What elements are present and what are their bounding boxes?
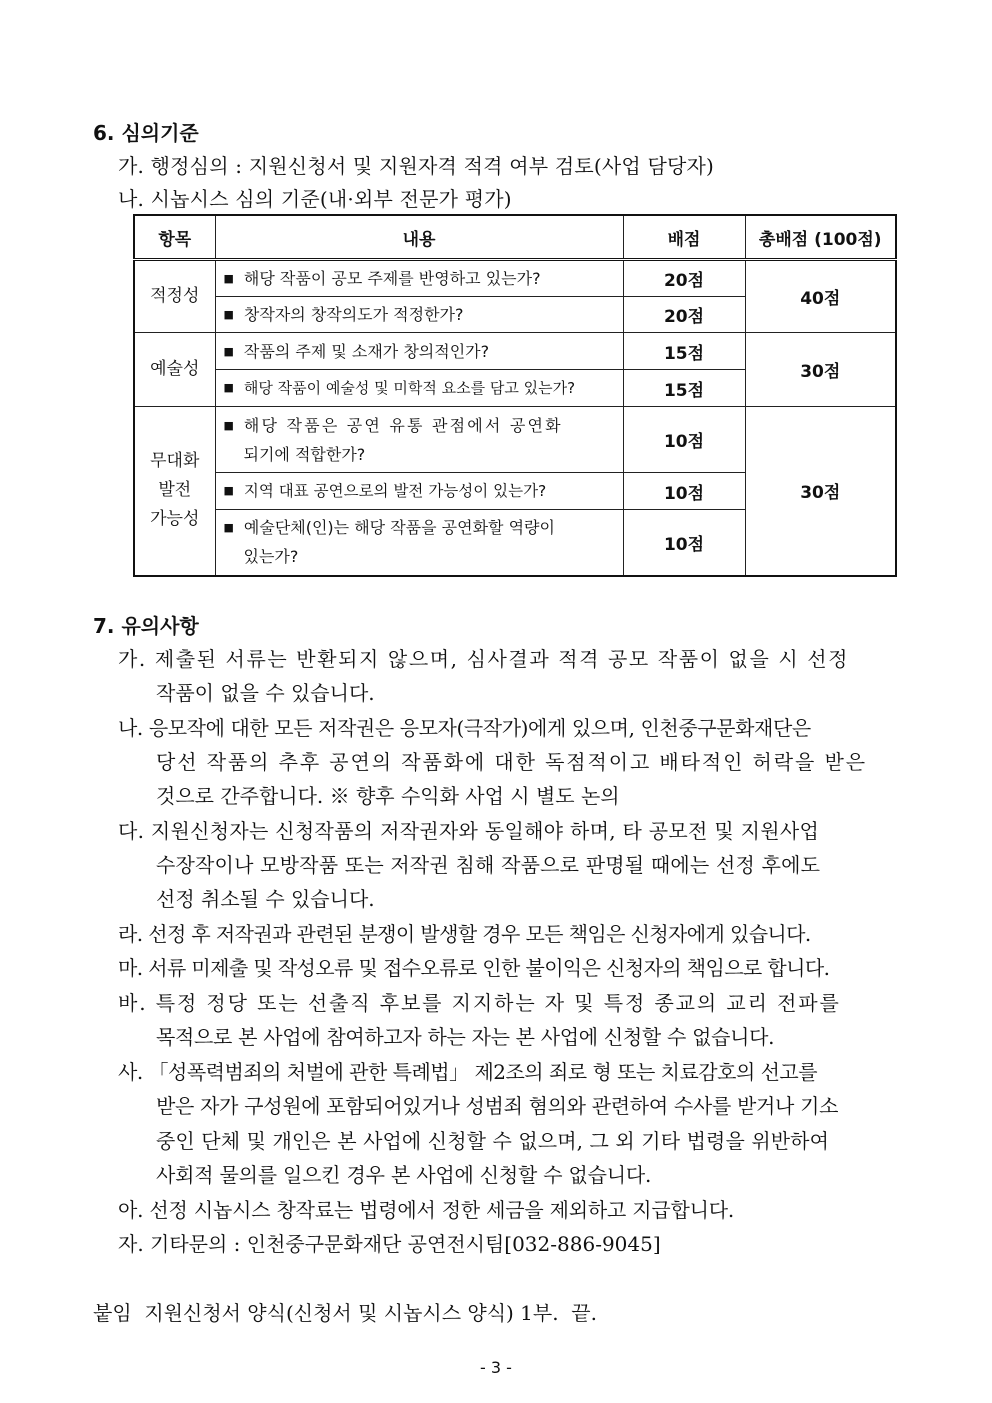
bullet-icon: ■ xyxy=(223,344,234,358)
note-line xyxy=(156,1159,651,1188)
category-cell xyxy=(134,407,215,576)
note-line: 선정 취소될 수 있습니다. xyxy=(156,887,375,911)
category-cell: 적정성 xyxy=(134,260,215,333)
note-line xyxy=(156,1021,774,1050)
score-cell: 20점 xyxy=(623,297,745,333)
content-text: 지역 대표 공연으로의 발전 가능성이 있는가? xyxy=(243,482,547,500)
table-row xyxy=(134,407,896,473)
content-cell xyxy=(215,297,623,333)
category-line: 무대화 xyxy=(150,451,200,472)
content-text-continued: 있는가? xyxy=(243,547,299,567)
note-line xyxy=(156,746,867,775)
note-text: 라. 선정 후 저작권과 관련된 분쟁이 발생할 경우 모든 책임은 신청자에게 있습니다. xyxy=(118,922,811,946)
note-line xyxy=(118,987,841,1016)
note-text: 수장작이나 모방작품 또는 저작권 침해 작품으로 판명될 때에는 선정 후에도 xyxy=(156,853,821,877)
note-line: 자. 기타문의 : 인천중구문화재단 공연전시팀[032-886-9045] xyxy=(118,1232,661,1256)
category-line: 발전 xyxy=(158,480,192,501)
content-cell xyxy=(215,333,623,370)
score-cell: 20점 xyxy=(623,260,745,297)
note-line xyxy=(156,1090,838,1119)
content-text: 해당 작품이 공모 주제를 반영하고 있는가? xyxy=(243,269,541,288)
bullet-icon: ■ xyxy=(223,381,234,394)
table-row xyxy=(134,260,896,297)
content-cell xyxy=(215,260,623,297)
page-number: - 3 - xyxy=(480,1358,512,1377)
note-line xyxy=(118,1056,817,1085)
total-cell: 30점 xyxy=(745,333,896,407)
table-row xyxy=(134,333,896,370)
note-text: 중인 단체 및 개인은 본 사업에 신청할 수 없으며, 그 외 기타 법령을 위반하여 xyxy=(156,1129,830,1153)
content-cell xyxy=(215,370,623,407)
note-text: 바. 특정 정당 또는 선출직 후보를 지지하는 자 및 특정 종교의 교리 전파를 xyxy=(118,991,841,1015)
content-text: 해당 작품이 예술성 및 미학적 요소를 담고 있는가? xyxy=(243,379,576,397)
total-cell: 30점 xyxy=(745,407,896,576)
header-score: 배점 xyxy=(623,215,745,260)
criteria-table xyxy=(133,214,897,577)
score-cell: 10점 xyxy=(623,510,745,576)
category-cell: 예술성 xyxy=(134,333,215,407)
note-line xyxy=(156,849,820,878)
header-category: 항목 xyxy=(134,215,215,260)
total-cell: 40점 xyxy=(745,260,896,333)
note-text: 마. 서류 미제출 및 작성오류 및 접수오류로 인한 불이익은 신청자의 책임으로 합니다. xyxy=(118,956,830,980)
note-line xyxy=(118,1194,734,1223)
bullet-icon: ■ xyxy=(223,418,234,432)
note-line xyxy=(118,815,819,844)
note-line: 작품이 없을 수 있습니다. xyxy=(156,681,375,705)
note-text: 사회적 물의를 일으킨 경우 본 사업에 신청할 수 없습니다. xyxy=(156,1163,652,1187)
note-text: 당선 작품의 추후 공연의 작품화에 대한 독점적이고 배타적인 허락을 받은 xyxy=(156,750,867,774)
note-text: 아. 선정 시놉시스 창작료는 법령에서 정한 세금을 제외하고 지급합니다. xyxy=(118,1198,735,1222)
note-text: 다. 지원신청자는 신청작품의 저작권자와 동일해야 하며, 타 공모전 및 지원사업 xyxy=(118,819,820,843)
note-text: 목적으로 본 사업에 참여하고자 하는 자는 본 사업에 신청할 수 없습니다. xyxy=(156,1025,775,1049)
content-cell xyxy=(215,407,623,473)
bullet-icon: ■ xyxy=(223,484,234,497)
header-content: 내용 xyxy=(215,215,623,260)
note-line xyxy=(118,712,811,741)
section-6-item-a: 가. 행정심의 : 지원신청서 및 지원자격 적격 여부 검토(사업 담당자) xyxy=(118,154,715,178)
bullet-icon: ■ xyxy=(223,272,234,285)
note-line xyxy=(118,952,829,981)
content-cell xyxy=(215,510,623,576)
section-6-title: 6. 심의기준 xyxy=(93,121,199,145)
score-cell: 10점 xyxy=(623,407,745,473)
header-total: 총배점 (100점) xyxy=(745,215,896,260)
attachment-line: 붙임 지원신청서 양식(신청서 및 시놉시스 양식) 1부. 끝. xyxy=(93,1301,597,1325)
section-7-title: 7. 유의사항 xyxy=(93,614,199,638)
content-text: 작품의 주제 및 소재가 창의적인가? xyxy=(243,341,490,361)
score-cell: 10점 xyxy=(623,473,745,510)
note-line xyxy=(156,1125,829,1154)
note-line: 것으로 간주합니다. ※ 향후 수익화 사업 시 별도 논의 xyxy=(156,784,620,808)
note-text: 나. 응모작에 대한 모든 저작권은 응모자(극작가)에게 있으며, 인천중구문화재단은 xyxy=(118,716,811,740)
score-cell: 15점 xyxy=(623,333,745,370)
note-line xyxy=(118,918,811,947)
content-cell xyxy=(215,473,623,510)
content-text-continued: 되기에 적합한가? xyxy=(243,444,366,464)
bullet-icon: ■ xyxy=(223,521,234,535)
bullet-icon: ■ xyxy=(223,308,234,321)
note-text: 사. 「성폭력범죄의 처벌에 관한 특례법」 제2조의 죄로 형 또는 치료감호의 선고를 xyxy=(118,1060,818,1084)
note-text: 가. 제출된 서류는 반환되지 않으며, 심사결과 적격 공모 작품이 없을 시 선정 xyxy=(118,647,850,671)
content-text: 해당 작품은 공연 유통 관점에서 공연화 xyxy=(243,415,563,435)
score-cell: 15점 xyxy=(623,370,745,407)
note-line xyxy=(118,643,896,672)
note-text: 받은 자가 구성원에 포함되어있거나 성범죄 혐의와 관련하여 수사를 받거나 기소 xyxy=(156,1094,839,1118)
content-text: 창작자의 창작의도가 적정한가? xyxy=(243,305,464,324)
section-6-item-b: 나. 시놉시스 심의 기준(내·외부 전문가 평가) xyxy=(118,187,512,211)
category-line: 가능성 xyxy=(150,509,200,530)
content-text: 예술단체(인)는 해당 작품을 공연화할 역량이 xyxy=(243,518,555,538)
